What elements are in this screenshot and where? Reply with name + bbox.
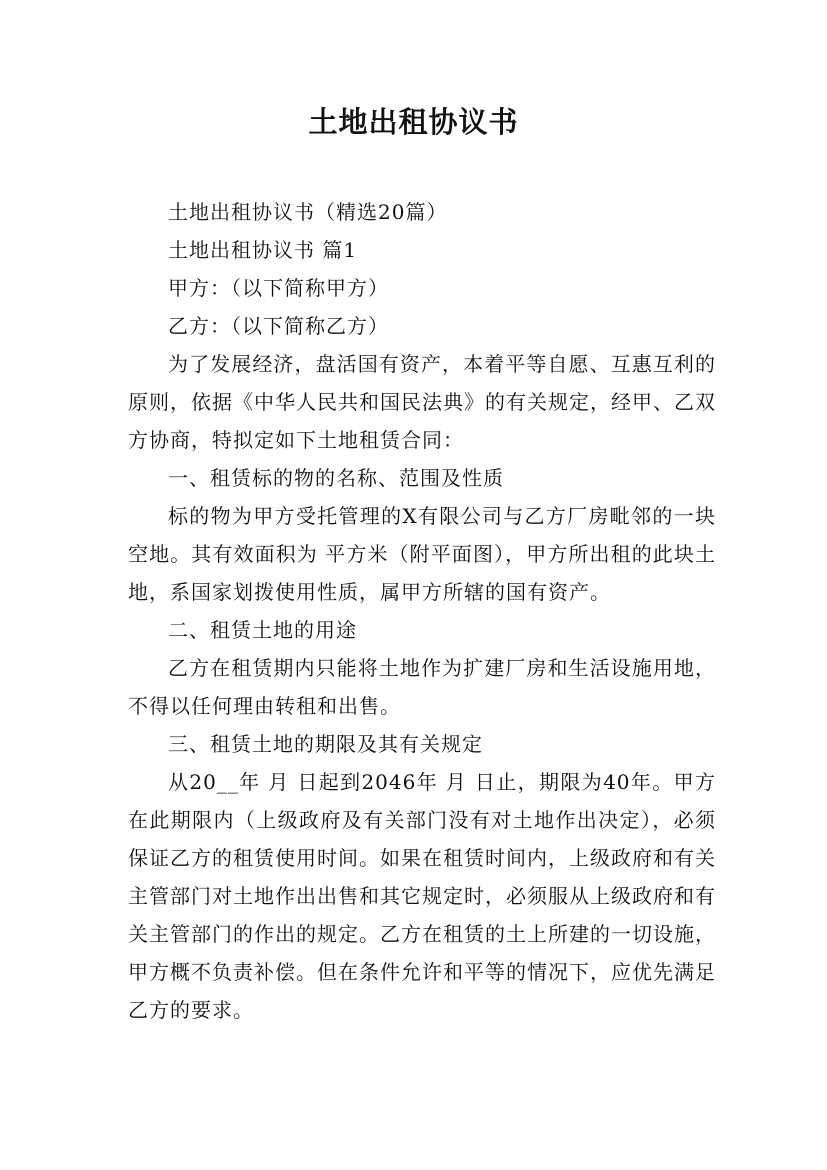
clause-heading-3: 三、租赁土地的期限及其有关规定 bbox=[168, 732, 483, 756]
paragraph-collection-heading: 土地出租协议书（精选20篇） bbox=[168, 200, 448, 224]
clause-body-1: 标的物为甲方受托管理的X有限公司与乙方厂房毗邻的一块空地。其有效面积为 平方米（附平面图），甲方所出租的此块土地，系国家划拨使用性质，属甲方所辖的国有资产。 bbox=[128, 504, 716, 604]
clause-body-2: 乙方在租赁期内只能将土地作为扩建厂房和生活设施用地，不得以任何理由转租和出售。 bbox=[128, 656, 716, 718]
clause-body-3: 从20__年 月 日起到2046年 月 日止，期限为40年。甲方在此期限内（上级政府及有关部门没有对土地作出决定），必须保证乙方的租赁使用时间。如果在租赁时间内，上级政府和有关主管部门对土地作出出售和其它规定时，必须服从上级政府和有关主管部门的作出的规定。乙方在租赁的土上所建的一切设施，甲方概不负责补偿。但在条件允许和平等的情况下，应优先满足乙方的要求。 bbox=[128, 770, 716, 1022]
document-body bbox=[128, 193, 716, 1029]
paragraph-section-heading: 土地出租协议书 篇1 bbox=[168, 238, 358, 262]
clause-heading-2: 二、租赁土地的用途 bbox=[168, 618, 357, 642]
paragraph-party-b: 乙方：（以下简称乙方） bbox=[168, 314, 389, 338]
document-title: 土地出租协议书 bbox=[308, 105, 519, 139]
clause-heading-1: 一、租赁标的物的名称、范围及性质 bbox=[168, 466, 504, 490]
paragraph-preamble: 为了发展经济，盘活国有资产，本着平等自愿、互惠互利的原则，依据《中华人民共和国民法典》的有关规定，经甲、乙双方协商，特拟定如下土地租赁合同： bbox=[128, 352, 716, 452]
paragraph-party-a: 甲方：（以下简称甲方） bbox=[168, 276, 389, 300]
